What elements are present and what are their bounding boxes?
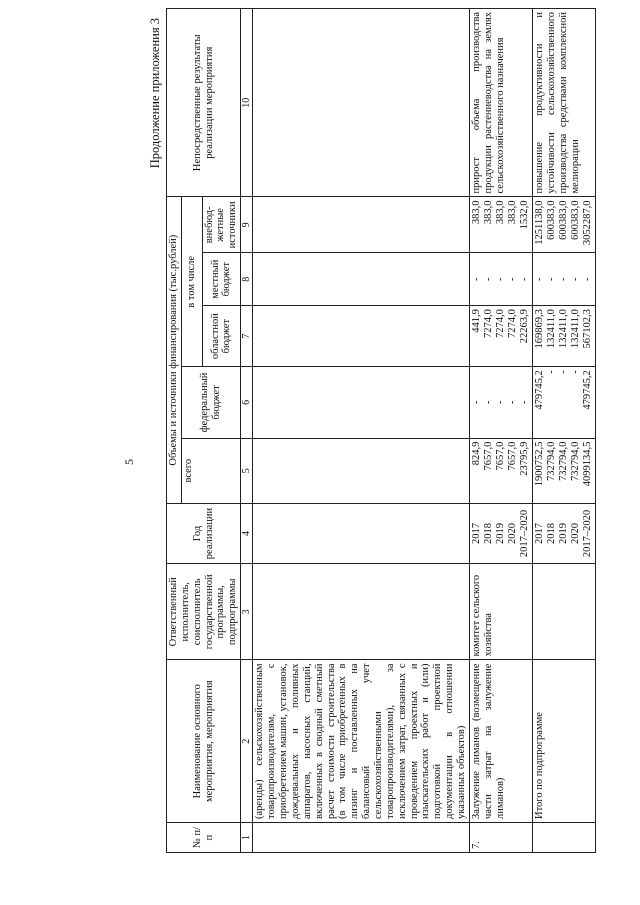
- col-num: 9: [241, 197, 253, 253]
- total-total: 1900752,5 732794,0 732794,0 732794,0 4099134,5: [532, 438, 595, 503]
- col-num: 2: [241, 660, 253, 823]
- total-result: повышение продуктивности и устойчивости сельскохозяйственного производства средствами комплексной мелиорации: [532, 9, 595, 197]
- total-name: Итого по подпрограмме: [532, 660, 595, 823]
- total-extra: 1251138,0 600383,0 600383,0 600383,0 3052287,0: [532, 197, 595, 253]
- header-total: всего: [181, 438, 240, 503]
- header-name: Наименование основного мероприятия, мероприятия: [167, 660, 241, 823]
- col-num: 4: [241, 503, 253, 563]
- row-7: [469, 9, 532, 853]
- row7-executor: комитет сельского хозяйства: [469, 564, 532, 660]
- row7-no: 7.: [469, 822, 532, 852]
- header-funding: Объемы и источники финансирования (тыс.рублей): [167, 197, 182, 503]
- page-number: 5: [122, 459, 136, 465]
- continued-text: (аренды) сельскохозяйственным товаропроизводителям, с приобретением машин, установок, дождевальных и поливных аппаратов, насосных станций, включенных в сводный сметный расчет стоимости строительства (в том числе приобретенных в лизинг и поставленных на балансовый учет сельскохозяйственными товаропроизводителями), за исключением затрат, связанных с проведением проектных и изыскательских работ и (или) подготовкой проектной документации в отношении указанных объектов): [253, 660, 469, 823]
- row7-regional: 441,9 7274,0 7274,0 7274,0 22263,9: [469, 306, 532, 367]
- column-numbers-row: [241, 9, 253, 853]
- total-years: 2017 2018 2019 2020 2017–2020: [532, 503, 595, 563]
- header-including: в том числе: [181, 197, 202, 367]
- col-num: 7: [241, 306, 253, 367]
- col-num: 5: [241, 438, 253, 503]
- total-local: - - - - -: [532, 253, 595, 306]
- header-results: Непосредственные результаты реализации мероприятия: [167, 9, 241, 197]
- row7-extra: 383,0 383,0 383,0 383,0 1532,0: [469, 197, 532, 253]
- col-num: 10: [241, 9, 253, 197]
- row7-local: - - - - -: [469, 253, 532, 306]
- total-federal: 479745,2 - - - 479745,2: [532, 367, 595, 438]
- col-num: 3: [241, 564, 253, 660]
- row7-result: прирост объема производства продукции растениеводства на землях сельскохозяйственного назначения: [469, 9, 532, 197]
- header-federal: федеральный бюджет: [181, 367, 240, 438]
- total-row: [532, 9, 595, 853]
- continuation-label: Продолжение приложения 3: [148, 18, 162, 169]
- row7-name: Залужение лиманов (возмещение части затрат на залужение лиманов): [469, 660, 532, 823]
- col-num: 1: [241, 822, 253, 852]
- header-year: Год реализации: [167, 503, 241, 563]
- col-num: 8: [241, 253, 253, 306]
- col-num: 6: [241, 367, 253, 438]
- continued-row: [253, 9, 469, 853]
- header-no: № п/п: [167, 822, 241, 852]
- header-extra: внебюд-жетные источники: [202, 197, 241, 253]
- header-executor: Ответственный исполнитель, соисполнитель государственной программы, подпрограммы: [167, 564, 241, 660]
- program-table: [166, 8, 596, 853]
- row7-years: 2017 2018 2019 2020 2017–2020: [469, 503, 532, 563]
- header-local: местный бюджет: [202, 253, 241, 306]
- header-regional: областной бюджет: [202, 306, 241, 367]
- row7-total: 824,9 7657,0 7657,0 7657,0 23795,9: [469, 438, 532, 503]
- row7-federal: - - - - -: [469, 367, 532, 438]
- total-regional: 169869,3 132411,0 132411,0 132411,0 567102,3: [532, 306, 595, 367]
